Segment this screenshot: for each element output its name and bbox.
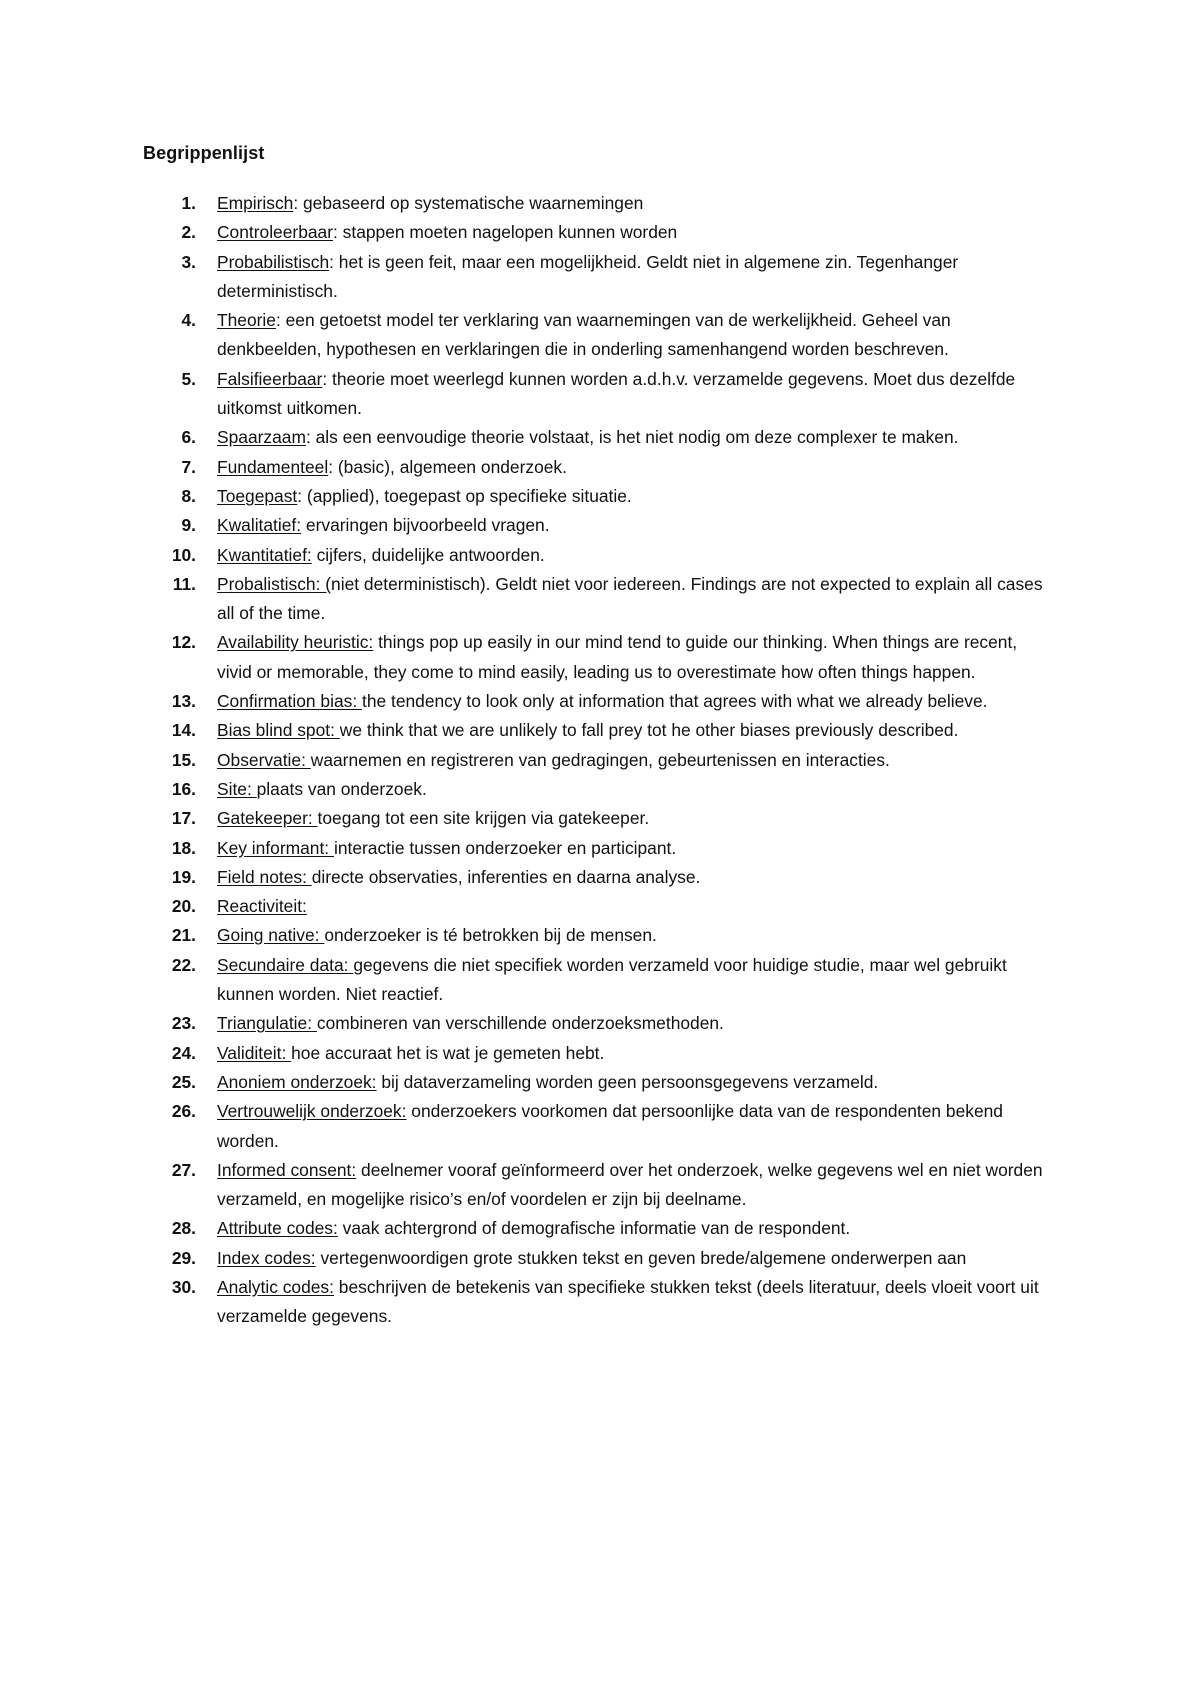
list-item	[0, 804, 1200, 833]
list-item	[0, 921, 1200, 950]
list-item-number: 15.	[171, 749, 196, 770]
list-item-definition: beschrijven de betekenis van specifieke stukken tekst (deels literatuur, deels vloeit voort uit verzamelde gegevens.	[217, 1276, 1039, 1327]
list-item	[0, 570, 1200, 629]
list-item	[0, 189, 1200, 218]
list-item-number: 28.	[171, 1218, 196, 1239]
list-item-term: Fundamenteel	[217, 456, 329, 477]
list-item	[0, 541, 1200, 570]
list-item-definition: : (applied), toegepast op specifieke situatie.	[297, 485, 632, 506]
list-item	[0, 1273, 1200, 1332]
list-item-number: 7.	[181, 456, 196, 477]
list-item	[0, 1214, 1200, 1243]
list-item-definition: the tendency to look only at information that agrees with what we already believe.	[361, 691, 988, 712]
document-title: Begrippenlijst	[143, 143, 265, 163]
list-item	[0, 248, 1200, 307]
list-item-term: Kwantitatief:	[217, 544, 312, 565]
list-item-term: Anoniem onderzoek:	[217, 1071, 377, 1092]
list-item-term: Secundaire data:	[217, 954, 354, 975]
list-item-number: 10.	[171, 544, 196, 565]
list-item-definition: gegevens die niet specifiek worden verzameld voor huidige studie, maar wel gebruikt kunnen worden. Niet reactief.	[217, 954, 1007, 1005]
list-item-number: 27.	[171, 1159, 196, 1180]
list-item	[0, 775, 1200, 804]
list-item-term: Observatie:	[217, 749, 311, 770]
list-item	[0, 687, 1200, 716]
list-item-term: Analytic codes:	[217, 1276, 334, 1297]
list-item-number: 4.	[181, 310, 196, 331]
list-item-number: 20.	[171, 896, 196, 917]
list-item	[0, 218, 1200, 247]
list-item-term: Toegepast	[217, 485, 298, 506]
list-item-number: 29.	[171, 1247, 196, 1268]
list-item-number: 23.	[171, 1013, 196, 1034]
list-item-number: 18.	[171, 837, 196, 858]
list-item-term: Kwalitatief:	[217, 515, 302, 536]
list-item	[0, 951, 1200, 1010]
list-item-term: Probalistisch: (	[217, 573, 332, 594]
list-item	[0, 628, 1200, 687]
list-item-definition: toegang tot een site krijgen via gatekeeper.	[317, 808, 650, 829]
list-item-definition: interactie tussen onderzoeker en participant.	[333, 837, 677, 858]
list-item	[0, 834, 1200, 863]
list-item-number: 6.	[181, 427, 196, 448]
list-item-number: 21.	[171, 925, 196, 946]
list-item-term: Bias blind spot:	[217, 720, 340, 741]
list-item-number: 2.	[181, 222, 196, 243]
list-item	[0, 511, 1200, 540]
list-item-number: 19.	[171, 866, 196, 887]
list-item-number: 25.	[171, 1071, 196, 1092]
list-item-definition: : theorie moet weerlegd kunnen worden a.d.h.v. verzamelde gegevens. Moet dus dezelfde uitkomst uitkomen.	[217, 368, 1016, 419]
list-item-number: 14.	[171, 720, 196, 741]
list-item-term: Empirisch	[217, 193, 294, 213]
list-item-number: 13.	[171, 691, 196, 712]
list-item	[0, 453, 1200, 482]
list-item-definition: : als een eenvoudige theorie volstaat, is het niet nodig om deze complexer te maken.	[305, 427, 959, 448]
list-item-definition: vaak achtergrond of demografische informatie van de respondent.	[337, 1218, 851, 1239]
list-item	[0, 1009, 1200, 1038]
list-item-definition: waarnemen en registreren van gedragingen, gebeurtenissen en interacties.	[310, 749, 890, 770]
list-item-definition: : (basic), algemeen onderzoek.	[328, 456, 567, 477]
list-item-term: Triangulatie:	[217, 1013, 317, 1034]
list-item-term: Spaarzaam	[217, 427, 306, 448]
list-item-term: Field notes:	[217, 866, 312, 887]
list-item-definition: we think that we are unlikely to fall prey tot he other biases previously described.	[339, 720, 959, 741]
list-item-number: 12.	[171, 632, 196, 653]
list-item	[0, 423, 1200, 452]
list-item-definition: ervaringen bijvoorbeeld vragen.	[301, 515, 550, 536]
list-item-term: Key informant:	[217, 837, 334, 858]
list-item-number: 30.	[171, 1276, 196, 1297]
list-item	[0, 892, 1200, 921]
list-item-number: 8.	[181, 485, 196, 506]
list-item-definition: onderzoekers voorkomen dat persoonlijke data van de respondenten bekend worden.	[217, 1101, 1003, 1151]
list-item-definition: bij dataverzameling worden geen persoonsgegevens verzameld.	[376, 1071, 879, 1092]
list-item	[0, 863, 1200, 892]
list-item	[0, 1039, 1200, 1068]
list-item	[0, 482, 1200, 511]
list-item	[0, 306, 1200, 365]
list-item-definition: things pop up easily in our mind tend to guide our thinking. When things are recent, vivid or memorable, they come to mind easily, leading us to overestimate how often things happen.	[217, 632, 1018, 682]
list-item-number: 1.	[181, 193, 196, 213]
list-item-number: 5.	[181, 368, 196, 389]
list-item-number: 9.	[181, 515, 196, 536]
list-item-term: Gatekeeper:	[217, 808, 318, 829]
list-item-term: Availability heuristic:	[217, 632, 374, 653]
list-item-definition: : gebaseerd op systematische waarnemingen	[293, 193, 644, 213]
list-item-number: 11.	[172, 573, 196, 594]
list-item	[0, 1068, 1200, 1097]
list-item-number: 17.	[171, 808, 196, 829]
list-item-number: 22.	[171, 954, 196, 975]
list-item-number: 3.	[181, 251, 196, 272]
list-item-definition: onderzoeker is té betrokken bij de mensen.	[324, 925, 657, 946]
list-item	[0, 746, 1200, 775]
list-item-number: 26.	[171, 1101, 196, 1122]
list-item-term: Index codes:	[217, 1247, 316, 1268]
list-item-definition: combineren van verschillende onderzoeksmethoden.	[316, 1013, 724, 1034]
list-item-term: Going native:	[217, 925, 325, 946]
list-item-term: Vertrouwelijk onderzoek:	[217, 1101, 407, 1122]
term-list	[0, 189, 1200, 1332]
list-item-definition: directe observaties, inferenties en daarna analyse.	[311, 866, 701, 887]
list-item-number: 16.	[171, 778, 196, 799]
list-item-term: Attribute codes:	[217, 1218, 338, 1239]
list-item-definition: : stappen moeten nagelopen kunnen worden	[333, 222, 678, 243]
list-item	[0, 1244, 1200, 1273]
list-item-number: 24.	[171, 1042, 196, 1063]
list-item-definition: hoe accuraat het is wat je gemeten hebt.	[291, 1042, 605, 1063]
list-item-term: Reactiviteit:	[217, 896, 307, 917]
list-item	[0, 365, 1200, 424]
list-item-definition: deelnemer vooraf geïnformeerd over het onderzoek, welke gegevens wel en niet worden verzameld, en mogelijke risico’s en/of voordelen er zijn bij deelname.	[217, 1159, 1043, 1210]
list-item-term: Probabilistisch	[217, 251, 330, 272]
list-item-definition: : een getoetst model ter verklaring van waarnemingen van de werkelijkheid. Geheel van denkbeelden, hypothesen en verklaringen die in onderling samenhangend worden beschreven.	[217, 310, 951, 360]
list-item-term: Informed consent:	[217, 1159, 357, 1180]
list-item-definition: niet deterministisch). Geldt niet voor iedereen. Findings are not expected to explain all cases all of the time.	[217, 573, 1043, 624]
list-item	[0, 716, 1200, 745]
list-item-definition: vertegenwoordigen grote stukken tekst en geven brede/algemene onderwerpen aan	[315, 1247, 967, 1268]
list-item-definition: plaats van onderzoek.	[256, 778, 427, 799]
list-item-term: Validiteit:	[217, 1042, 292, 1063]
list-item-definition: cijfers, duidelijke antwoorden.	[311, 544, 545, 565]
list-item	[0, 1156, 1200, 1215]
list-item-term: Site:	[217, 778, 257, 799]
list-item-definition: : het is geen feit, maar een mogelijkheid. Geldt niet in algemene zin. Tegenhanger deterministisch.	[217, 251, 959, 301]
list-item-term: Theorie	[217, 310, 276, 331]
list-item-term: Controleerbaar	[217, 222, 334, 243]
list-item-term: Confirmation bias:	[217, 691, 362, 712]
list-item-term: Falsifieerbaar	[217, 368, 323, 389]
list-item	[0, 1097, 1200, 1156]
